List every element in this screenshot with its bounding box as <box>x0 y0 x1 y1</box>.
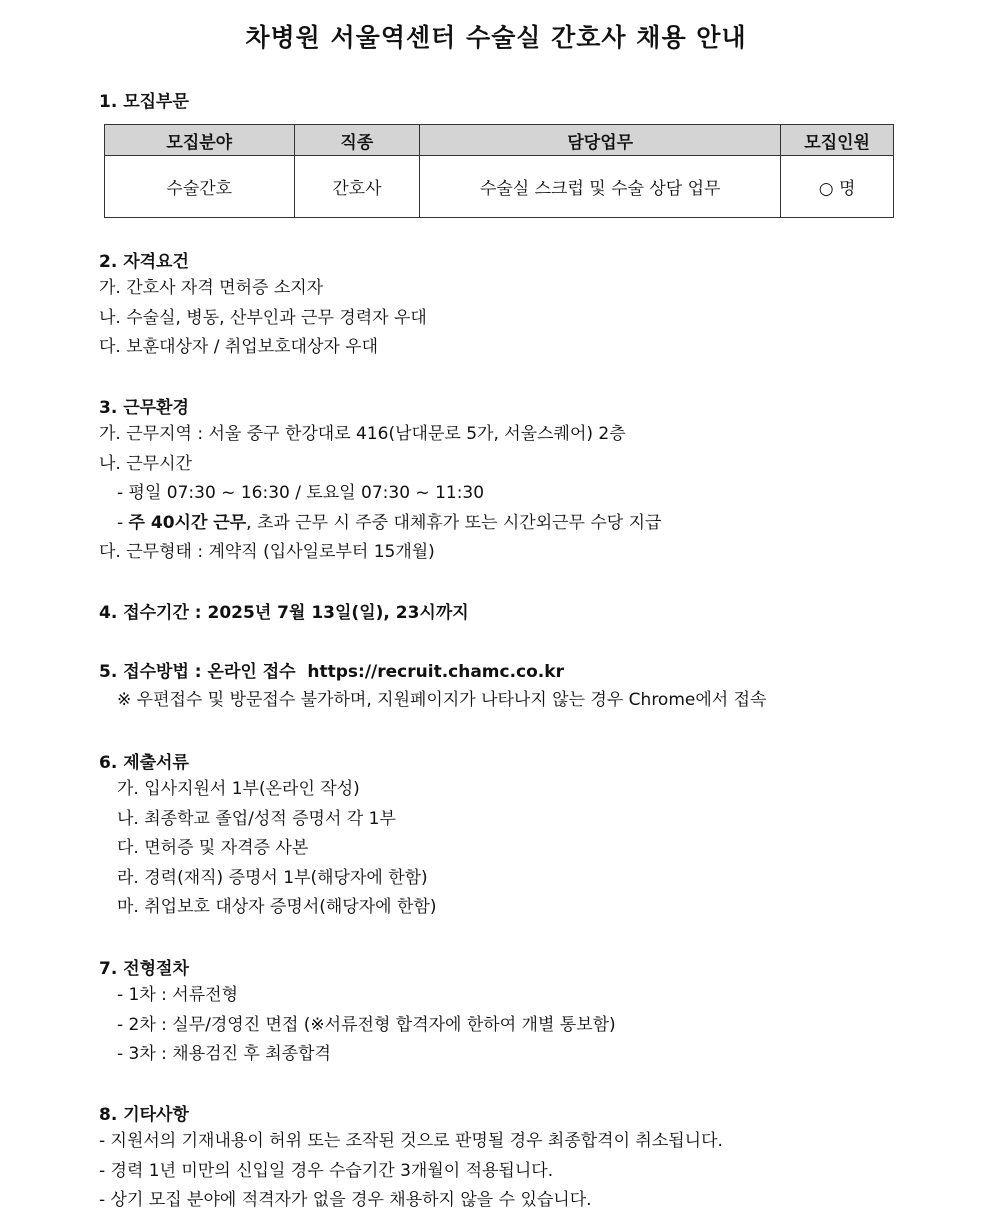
list-item: 다. 보훈대상자 / 취업보호대상자 우대 <box>99 337 379 357</box>
section-documents <box>99 751 959 923</box>
list-item: 나. 근무시간 <box>99 453 192 474</box>
emphasis-text: 주 40시간 근무 <box>128 512 247 533</box>
table-cell: 간호사 <box>294 156 420 218</box>
recruit-url-link[interactable]: https://recruit.chamc.co.kr <box>307 662 564 682</box>
list-item: 가. 간호사 자격 면허증 소지자 <box>99 278 324 298</box>
section-qualifications <box>99 250 959 363</box>
section-heading: 1. 모집부문 <box>99 92 189 112</box>
section-heading: 6. 제출서류 <box>99 753 189 773</box>
list-item: - 1차 : 서류전형 <box>117 985 238 1005</box>
table-cell: ○ 명 <box>781 156 894 218</box>
list-item: 나. 수술실, 병동, 산부인과 근무 경력자 우대 <box>99 307 427 328</box>
list-item: 라. 경력(재직) 증명서 1부(해당자에 한함) <box>117 867 428 888</box>
list-item: - 평일 07:30 ~ 16:30 / 토요일 07:30 ~ 11:30 <box>117 483 485 503</box>
section-selection-process <box>99 957 959 1070</box>
page-title: 차병원 서울역센터 수술실 간호사 채용 안내 <box>245 23 747 52</box>
list-item: 다. 면허증 및 자격증 사본 <box>117 838 309 858</box>
list-item: 가. 입사지원서 1부(온라인 작성) <box>117 779 360 799</box>
recruit-table <box>104 124 894 218</box>
section-heading: 2. 자격요건 <box>99 252 189 272</box>
section-work-environment <box>99 396 959 568</box>
notice-text: ※ 우편접수 및 방문접수 불가하며, 지원페이지가 나타나지 않는 경우 Chrome에서 접속 <box>117 690 767 710</box>
section-other-notes <box>99 1103 959 1216</box>
section-recruit-field <box>99 90 959 114</box>
list-item <box>99 509 959 539</box>
table-cell: 수술간호 <box>105 156 295 218</box>
list-item: - 지원서의 기재내용이 허위 또는 조작된 것으로 판명될 경우 최종합격이 취소됩니다. <box>99 1131 723 1151</box>
table-header-cell: 모집인원 <box>781 125 894 156</box>
list-item: - 2차 : 실무/경영진 면접 (※서류전형 합격자에 한하여 개별 통보함) <box>117 1014 616 1035</box>
list-item: - 3차 : 채용검진 후 최종합격 <box>117 1044 331 1064</box>
table-header-row <box>105 125 894 156</box>
list-item: 다. 근무형태 : 계약직 (입사일로부터 15개월) <box>99 542 435 562</box>
table-cell: 수술실 스크럽 및 수술 상담 업무 <box>420 156 781 218</box>
table-header-cell: 모집분야 <box>105 125 295 156</box>
list-item: 나. 최종학교 졸업/성적 증명서 각 1부 <box>117 808 396 829</box>
text-span: , 초과 근무 시 주중 대체휴가 또는 시간외근무 수당 지급 <box>246 512 662 533</box>
section-application-method <box>99 660 959 716</box>
section-application-period <box>99 601 959 625</box>
table-header-cell: 직종 <box>294 125 420 156</box>
section-heading: 3. 근무환경 <box>99 398 189 418</box>
list-item: - 상기 모집 분야에 적격자가 없을 경우 채용하지 않을 수 있습니다. <box>99 1190 592 1210</box>
section-heading: 4. 접수기간 : 2025년 7월 13일(일), 23시까지 <box>99 603 469 623</box>
table-header-cell: 담당업무 <box>420 125 781 156</box>
list-item: 가. 근무지역 : 서울 중구 한강대로 416(남대문로 5가, 서울스퀘어) 2층 <box>99 424 626 444</box>
section-heading <box>99 660 959 684</box>
table-row <box>105 156 894 218</box>
section-heading: 8. 기타사항 <box>99 1105 189 1125</box>
heading-label: 5. 접수방법 : 온라인 접수 <box>99 662 296 682</box>
text-span: - <box>117 512 129 533</box>
section-heading: 7. 전형절차 <box>99 959 189 979</box>
list-item: - 경력 1년 미만의 신입일 경우 수습기간 3개월이 적용됩니다. <box>99 1160 554 1181</box>
list-item: 마. 취업보호 대상자 증명서(해당자에 한함) <box>117 897 437 917</box>
